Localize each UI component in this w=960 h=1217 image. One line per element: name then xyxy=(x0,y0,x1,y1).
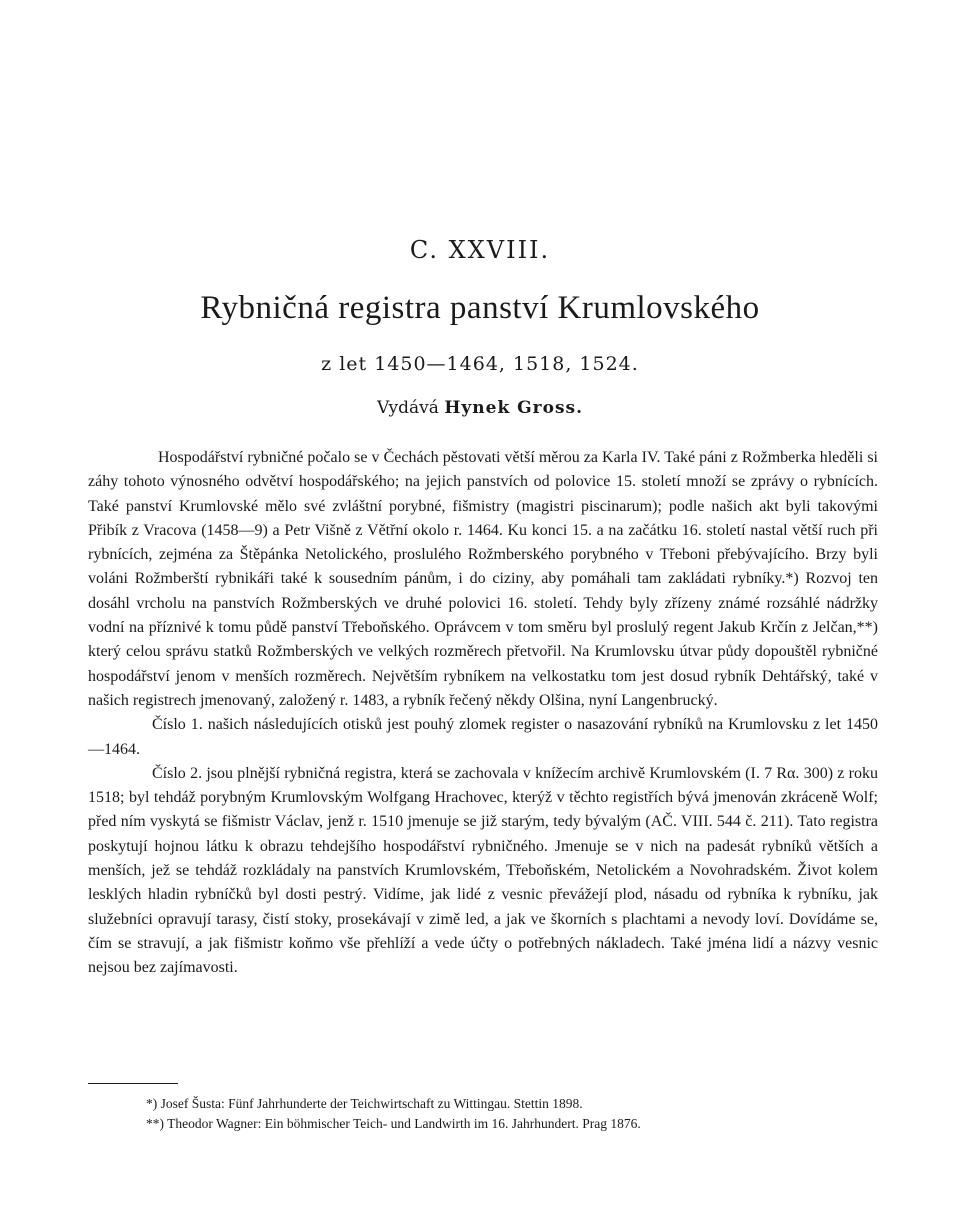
chapter-number: C. XXVIII. xyxy=(409,236,551,264)
footnote-1: *) Josef Šusta: Fünf Jahrhunderte der Teichwirtschaft zu Wittingau. Stettin 1898. xyxy=(146,1096,583,1111)
editor-line xyxy=(0,398,960,418)
body-text xyxy=(88,446,878,981)
paragraph-number-2: Číslo 2. jsou plnější rybničná registra, která se zachovala v knížecím archivě Krumlovském (I. 7 Rα. 300) z roku 1518; byl tehdáž porybným Krumlovským Wolfgang Hrachovec, kterýž v těchto registřích bývá jmenován zkráceně Wolf; před ním vyskytá se fišmistr Václav, jenž r. 1510 jmenuje se již starým, tedy bývalým (AČ. VIII. 544 č. 211). Tato registra poskytují hojnou látku k obrazu tehdejšího hospodářství rybničného. Jmenuje se v nich na padesát rybníků větších a menších, jež se tehdáž rozkládaly na panstvích Krumlovském, Třeboňském, Netolickém a Novohradském. Život kolem lesklých hladin rybníčků byl dosti pestrý. Vidíme, jak lidé z vesnic převážejí plod, násadu od rybníka k rybníku, jak služebníci opravují tarasy, čistí stoky, prosekávají v zimě led, a jak ve škorních s plachtami a nevody loví. Dovídáme se, čím se stravují, a jak fišmistr koňmo vše přehlíží a vede účty o potřebných nákladech. Také jména lidí a názvy vesnic nejsou bez zajímavosti. xyxy=(88,764,878,977)
document-title: Rybničná registra panství Krumlovského xyxy=(200,290,760,326)
editor-name: Hynek Gross. xyxy=(444,398,584,418)
footnote-divider xyxy=(88,1083,178,1084)
editor-prefix: Vydává xyxy=(376,398,439,418)
document-subtitle: z let 1450—1464, 1518, 1524. xyxy=(321,353,639,375)
paragraph-number-1: Číslo 1. našich následujících otisků jest pouhý zlomek register o nasazování rybníků na Krumlovsku z let 1450—1464. xyxy=(88,716,878,758)
footnote-2: **) Theodor Wagner: Ein böhmischer Teich- und Landwirth im 16. Jahrhundert. Prag 1876. xyxy=(146,1116,641,1131)
paragraph-intro: Hospodářství rybničné počalo se v Čechách pěstovati větší měrou za Karla IV. Také páni z Rožmberka hleděli si záhy tohoto výnosného odvětví hospodářského; na jejich panstvích od polovice 15. století množí se zprávy o rybnících. Také panství Krumlovské mělo své zvláštní porybné, fišmistry (magistri piscinarum); podle našich akt byli takovými Přibík z Vracova (1458—9) a Petr Višně z Větřní okolo r. 1464. Ku konci 15. a na začátku 16. století nastal větší ruch při rybnících, zejména za Štěpánka Netolického, proslulého Rožmberského porybného v Třeboni přebývajícího. Brzy byli voláni Rožmberští rybnikáři také k sousedním pánům, i do ciziny, aby pomáhali tam zakládati rybníky.*) Rozvoj ten dosáhl vrcholu na panstvích Rožmberských ve druhé polovici 16. století. Tehdy byly zřízeny známé rozsáhlé nádržky vodní na příznivé k tomu půdě panství Třeboňského. Oprávcem v tom směru byl proslulý regent Jakub Krčín z Jelčan,**) který celou správu statků Rožmberských ve velkých rozměrech přetvořil. Na Krumlovsku útvar půdy dopouštěl rybničné hospodářství jenom v menších rozměrech. Největším rybníkem na velkostatku tom jest dosud rybník Dehtářský, také v našich registrech jmenovaný, založený r. 1483, a rybník řečený někdy Olšina, nyní Langenbrucký. xyxy=(88,449,878,709)
footnotes xyxy=(146,1094,846,1134)
